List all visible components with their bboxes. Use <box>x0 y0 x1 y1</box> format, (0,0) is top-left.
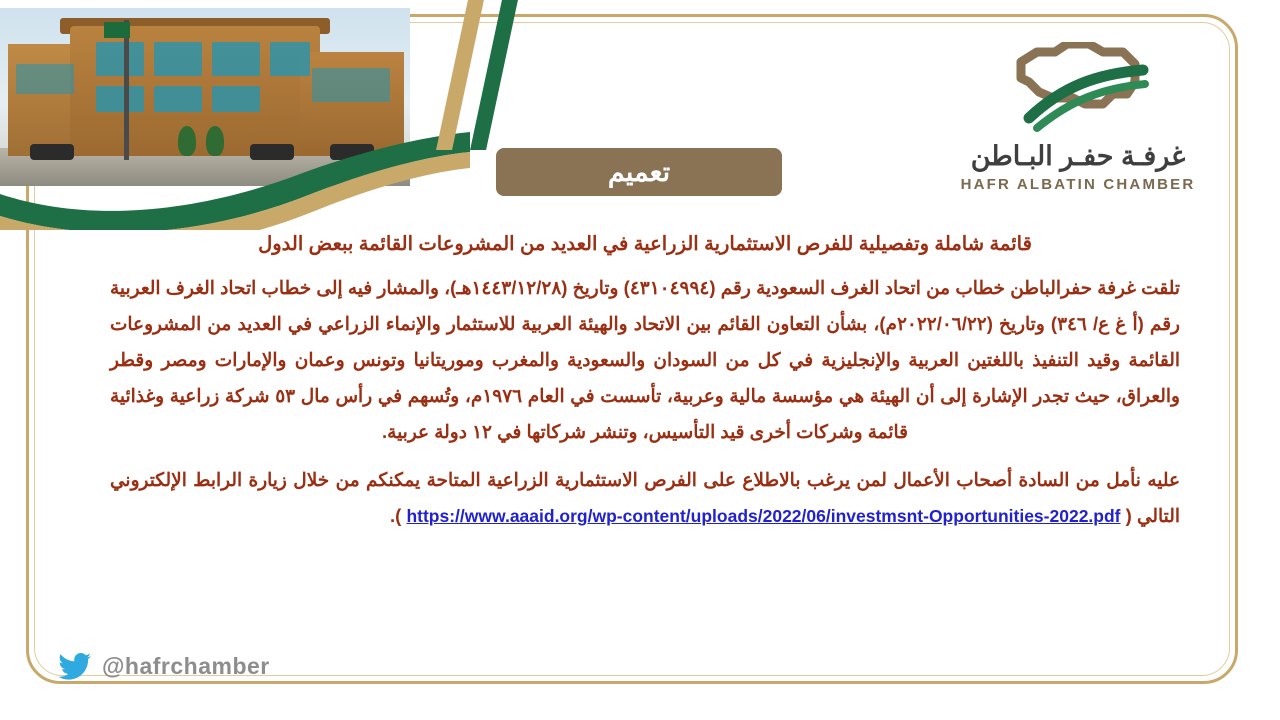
twitter-icon <box>58 652 92 680</box>
paragraph-one: تلقت غرفة حفرالباطن خطاب من اتحاد الغرف السعودية رقم (٤٣١٠٤٩٩٤) وتاريخ (١٤٤٣/١٢/٢٨هـ)، والمشار فيه إلى خطاب اتحاد الغرف العربية رقم (أ غ ع/ ٣٤٦) وتاريخ (٢٠٢٢/٠٦/٢٢م)، بشأن التعاون القائم بين الاتحاد والهيئة العربية للاستثمار والإنماء الزراعي في العديد من المشروعات القائمة وقيد التنفيذ باللغتين العربية والإنجليزية في كل من السودان والسعودية والمغرب وموريتانيا وتونس وعمان والإمارات ومصر وقطر والعراق، حيث تجدر الإشارة إلى أن الهيئة هي مؤسسة مالية وعربية، تأسست في العام ١٩٧٦م، وتُسهم في رأس مال ٥٣ شركة زراعية وغذائية قائمة وشركات أخرى قيد التأسيس، وتنشر شركاتها في ١٢ دولة عربية. <box>110 277 1180 443</box>
chamber-logo-mark <box>993 42 1163 134</box>
paragraph-two <box>110 462 1180 534</box>
logo-name-arabic: غرفـة حفـر البـاطن <box>970 141 1186 171</box>
paragraph-two-tail: ). <box>390 505 407 527</box>
investment-opportunities-link[interactable]: https://www.aaaid.org/wp-content/uploads/2022/06/investmsnt-Opportunities-2022.pdf <box>406 506 1121 527</box>
social-handle <box>58 652 270 680</box>
circular-badge-title: تعميم <box>496 148 782 196</box>
chamber-logo <box>928 42 1228 202</box>
logo-name-english: HAFR ALBATIN CHAMBER <box>960 176 1196 193</box>
paragraph-two-lead: عليه نأمل من السادة أصحاب الأعمال لمن يرغب بالاطلاع على الفرص الاستثمارية الزراعية المتاحة يمكنكم من خلال زيارة الرابط الإلكتروني التالي ( <box>110 469 1180 527</box>
swoosh-decoration <box>0 120 470 230</box>
document-body <box>110 232 1180 534</box>
social-handle-text: @hafrchamber <box>102 652 270 679</box>
document-headline: قائمة شاملة وتفصيلية للفرص الاستثمارية الزراعية في العديد من المشروعات القائمة ببعض الدول <box>258 233 1032 255</box>
